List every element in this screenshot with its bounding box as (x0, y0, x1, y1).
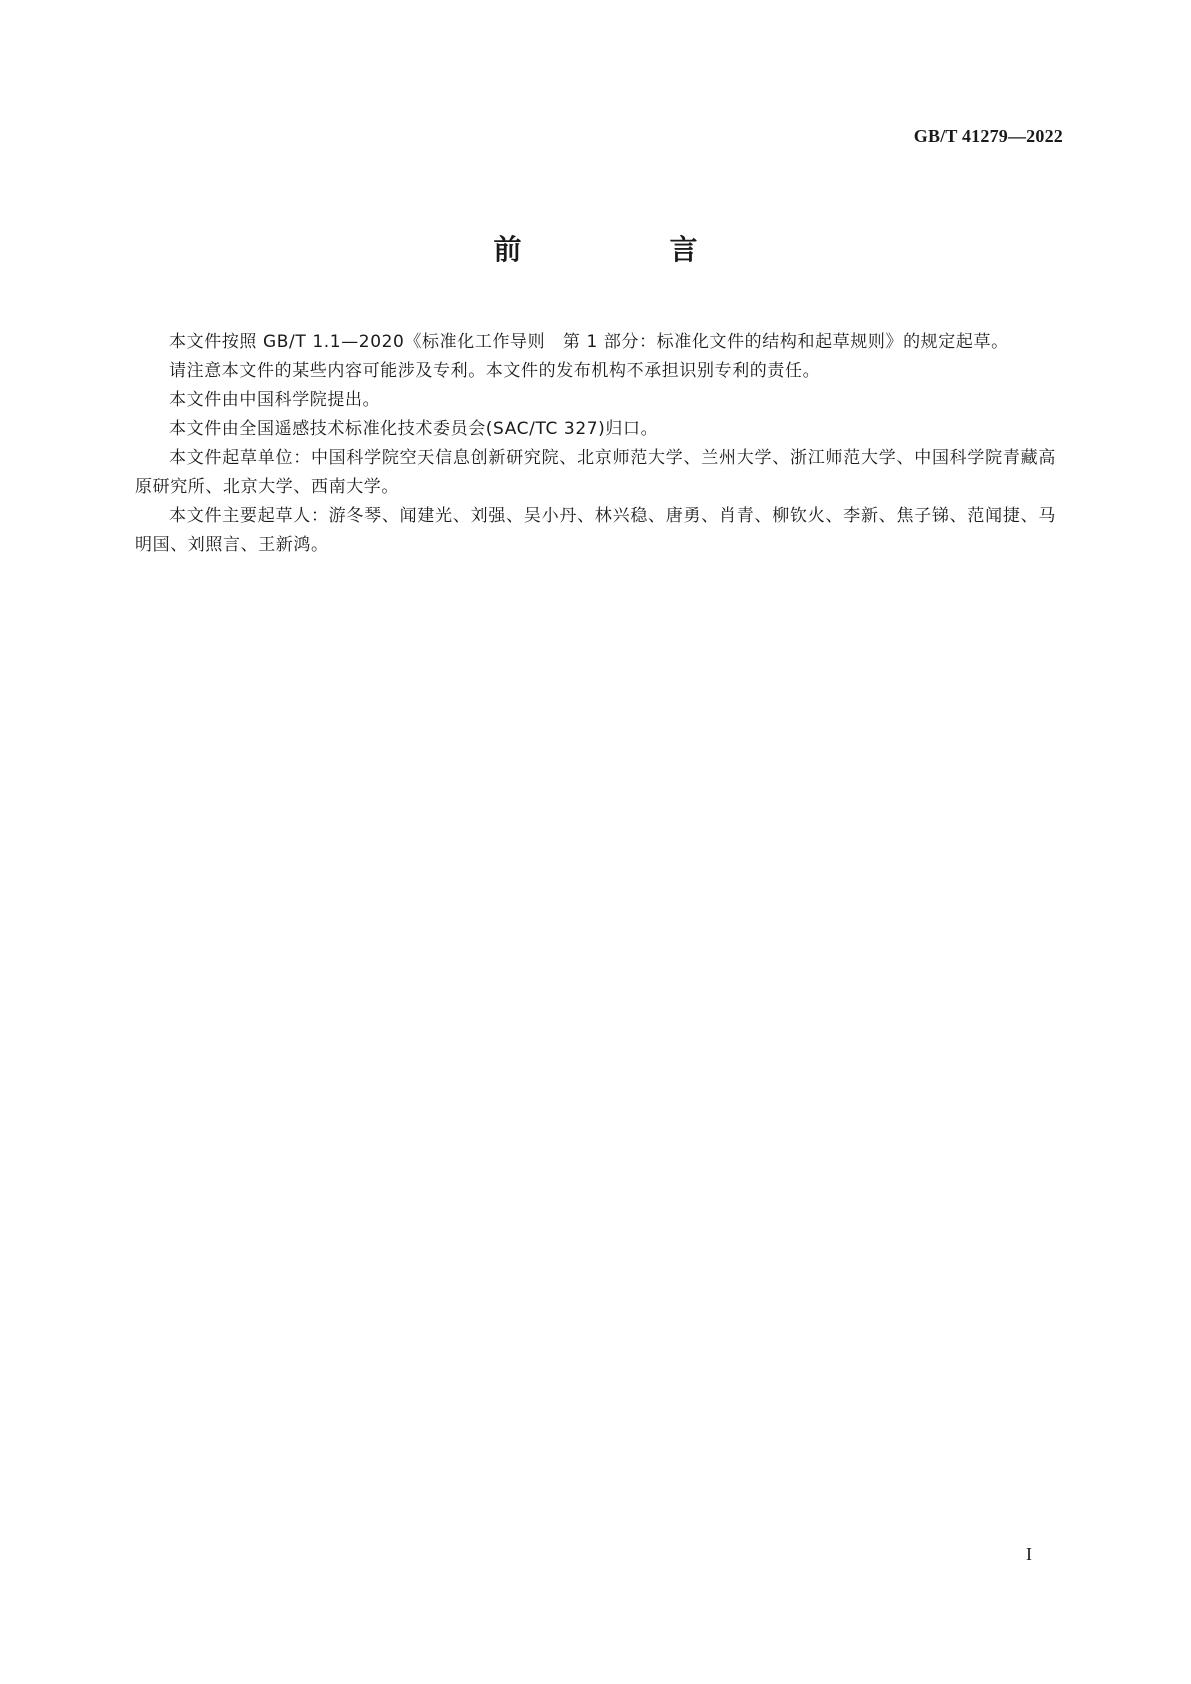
standard-code: GB/T 41279—2022 (913, 126, 1063, 146)
paragraph-patent-notice: 请注意本文件的某些内容可能涉及专利。本文件的发布机构不承担识别专利的责任。 (169, 361, 821, 381)
paragraph-proposer: 本文件由中国科学院提出。 (169, 390, 381, 410)
page-number: I (1026, 1544, 1032, 1564)
page-title: 前 言 (493, 233, 758, 266)
paragraph-technical-committee: 本文件由全国遥感技术标准化技术委员会(SAC/TC 327)归口。 (169, 419, 659, 439)
paragraph-drafters: 本文件主要起草人：游冬琴、闻建光、刘强、吴小丹、林兴稳、唐勇、肖青、柳钦火、李新、焦子锑、范闻捷、马明国、刘照言、王新鸿。 (135, 506, 1056, 555)
paragraph-drafting-rules: 本文件按照 GB/T 1.1—2020《标准化工作导则 第 1 部分：标准化文件的结构和起草规则》的规定起草。 (169, 332, 1009, 352)
document-body (135, 328, 1056, 560)
paragraph-drafting-units: 本文件起草单位：中国科学院空天信息创新研究院、北京师范大学、兰州大学、浙江师范大学、中国科学院青藏高原研究所、北京大学、西南大学。 (135, 448, 1056, 497)
